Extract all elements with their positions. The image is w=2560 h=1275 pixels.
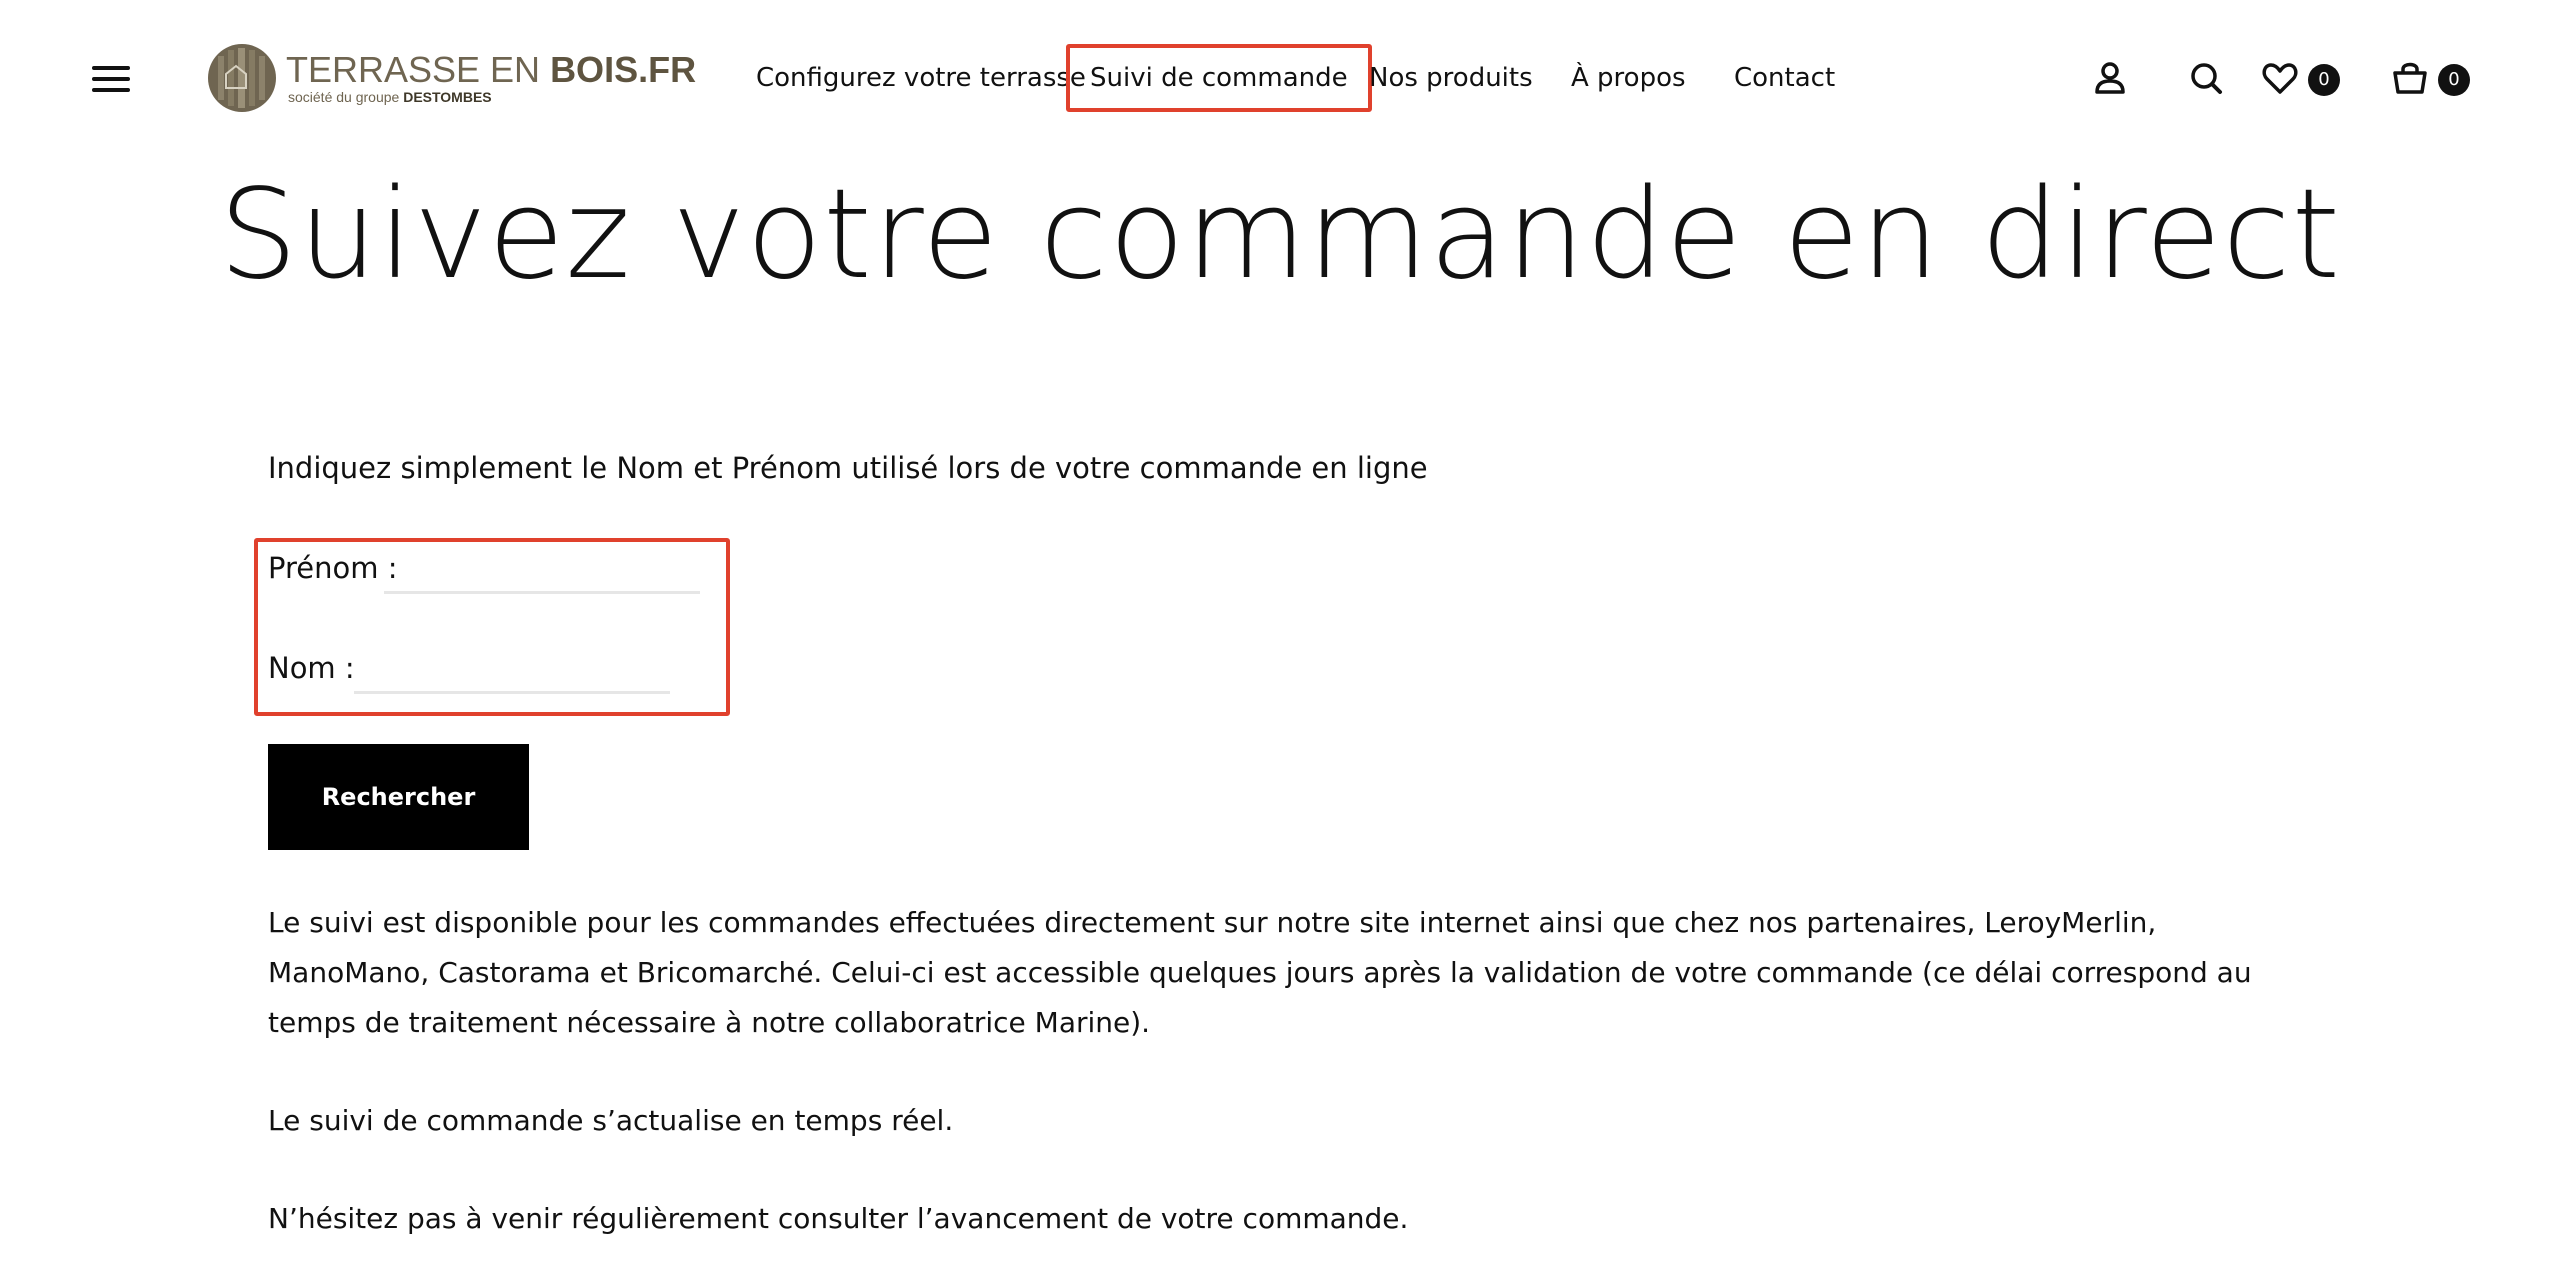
nav-contact[interactable]: Contact bbox=[1734, 63, 1836, 93]
wishlist-count-badge: 0 bbox=[2308, 64, 2340, 96]
search-button[interactable]: Rechercher bbox=[268, 744, 529, 850]
first-name-input[interactable] bbox=[384, 554, 700, 594]
search-icon[interactable] bbox=[2186, 58, 2226, 98]
nav-configure[interactable]: Configurez votre terrasse bbox=[756, 63, 1086, 93]
first-name-label: Prénom : bbox=[268, 551, 398, 585]
realtime-paragraph: Le suivi de commande s’actualise en temps réel. bbox=[268, 1104, 954, 1137]
basket-icon[interactable] bbox=[2390, 58, 2430, 98]
site-header bbox=[0, 0, 2560, 158]
availability-paragraph: Le suivi est disponible pour les commandes effectuées directement sur notre site internet ainsi que chez nos partenaires, LeroyMerlin, ManoMano, Castorama et Bricomarché. Celui-ci est accessible quelques jours après la validation de votre commande (ce délai correspond au temps de traitement nécessaire à notre collaboratrice Marine). bbox=[268, 906, 2252, 1039]
logo-tagline: société du groupe DESTOMBES bbox=[288, 89, 492, 105]
logo-wordmark: TERRASSE EN BOIS.FR bbox=[286, 49, 697, 90]
last-name-input[interactable] bbox=[354, 654, 670, 694]
reminder-paragraph: N’hésitez pas à venir régulièrement consulter l’avancement de votre commande. bbox=[268, 1202, 1409, 1235]
page-title: Suivez votre commande en direct bbox=[218, 163, 2342, 307]
intro-text: Indiquez simplement le Nom et Prénom utilisé lors de votre commande en ligne bbox=[268, 451, 1428, 485]
menu-icon[interactable] bbox=[92, 66, 130, 92]
nav-about[interactable]: À propos bbox=[1571, 63, 1686, 93]
nav-products[interactable]: Nos produits bbox=[1369, 63, 1533, 93]
user-icon[interactable] bbox=[2090, 58, 2130, 98]
last-name-label: Nom : bbox=[268, 651, 355, 685]
logo-emblem-icon bbox=[206, 42, 278, 114]
nav-order-tracking[interactable]: Suivi de commande bbox=[1066, 44, 1372, 112]
site-logo[interactable] bbox=[206, 42, 697, 118]
cart-count-badge: 0 bbox=[2438, 64, 2470, 96]
heart-icon[interactable] bbox=[2260, 58, 2300, 98]
